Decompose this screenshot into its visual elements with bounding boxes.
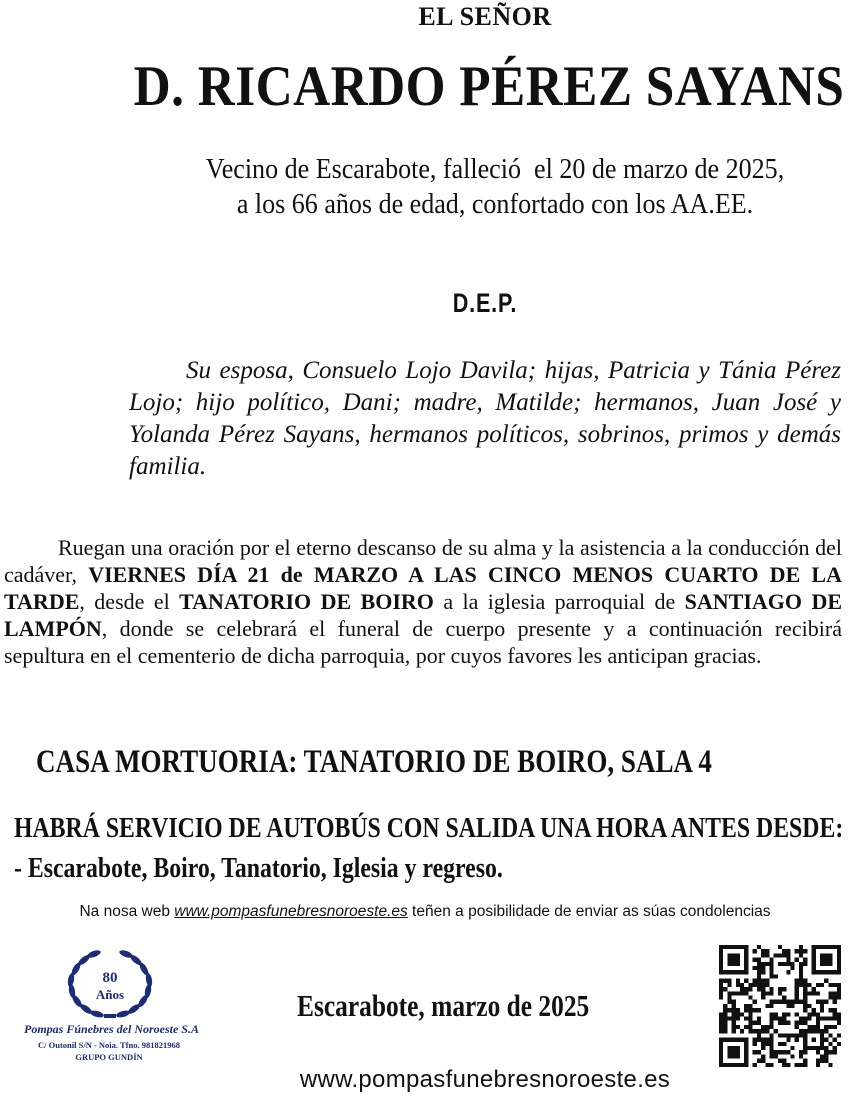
request-part4: , donde se celebrará el funeral de cuerpo presente y a continuación recibirá sepultura en el cementerio de dicha parroquia, por cuyos favores les anticipan gracias. [4,616,842,668]
request-part3: a la iglesia parroquial de [433,589,685,614]
logo-years-number: 80 [102,970,118,986]
request-origin: TANATORIO DE BOIRO [179,589,434,614]
logo-years-word: Años [95,987,125,1002]
web-note-after: teñen a posibilidade de enviar as súas condolencias [407,903,771,920]
casa-mortuoria: CASA MORTUORIA: TANATORIO DE BOIRO, SALA 4 [36,744,712,780]
title-prefix: EL SEÑOR [418,2,552,31]
place-date: Escarabote, marzo de 2025 [297,988,590,1023]
qr-code-icon[interactable] [719,945,841,1067]
company-group: GRUPO GUNDÍN [75,1052,143,1062]
death-info-line1: Vecino de Escarabote, falleció el 20 de marzo de 2025, [205,154,785,185]
web-note-before: Na nosa web [79,903,175,920]
request-date-time: VIERNES DÍA 21 de MARZO A LAS CINCO MENOS CUARTO DE LA TARDE [4,562,842,614]
footer-url[interactable]: www.pompasfunebresnoroeste.es [299,1066,671,1093]
request-part1: Ruegan una oración por el eterno descanso de su alma y la asistencia a la conducción del cadáver, [4,535,842,587]
dep-text: D.E.P. [452,288,518,318]
laurel-wreath-logo-icon [64,948,156,1020]
bus-title: HABRÁ SERVICIO DE AUTOBÚS CON SALIDA UNA HORA ANTES DESDE: [14,812,844,844]
deceased-name: D. RICARDO PÉREZ SAYANS [133,55,845,118]
company-address: C/ Outonil S/N - Noia. Tfno. 981821968 [37,1040,180,1050]
web-note [0,903,850,921]
request-church: SANTIAGO DE LAMPÓN [4,589,843,641]
death-info [35,152,850,222]
company-name: Pompas Fúnebres del Noroeste S.A [23,1022,199,1036]
bus-route: - Escarabote, Boiro, Tanatorio, Iglesia y regreso. [14,852,503,884]
request-paragraph [4,534,842,669]
family-text: Su esposa, Consuelo Lojo Davila; hijas, Patricia y Tánia Pérez Lojo; hijo político, Dani; madre, Matilde; hermanos, Juan José y Yolanda Pérez Sayans, hermanos políticos, sobrinos, primos y demás familia. [129,357,841,480]
death-info-line2: a los 66 años de edad, confortado con los AA.EE. [236,189,754,220]
request-part2: , desde el [79,589,180,614]
web-note-link[interactable]: www.pompasfunebresnoroeste.es [174,903,408,920]
